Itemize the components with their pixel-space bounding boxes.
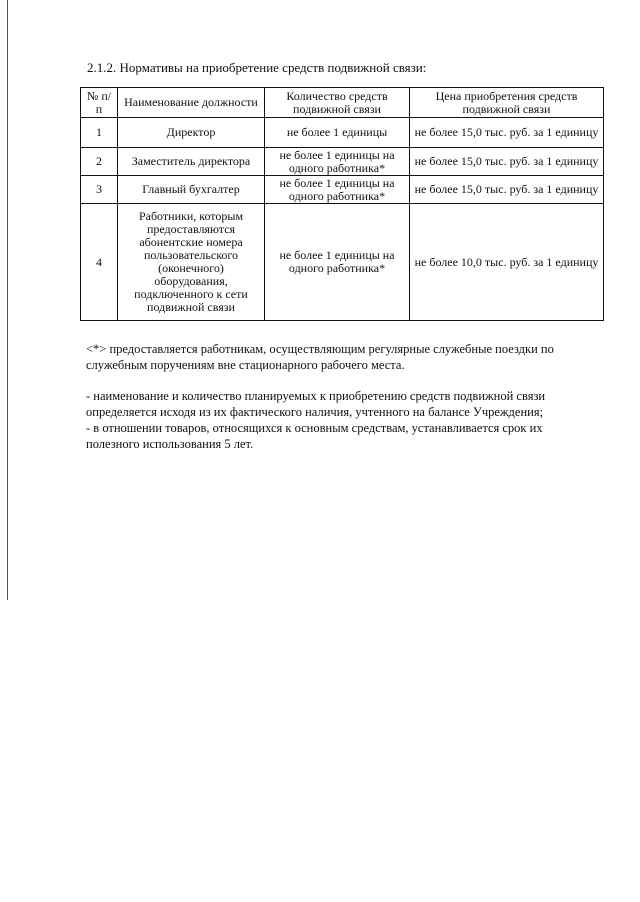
row-quantity: не более 1 единицы [265,118,410,148]
row-position: Заместитель директора [118,148,265,176]
row-position: Главный бухгалтер [118,176,265,204]
header-quantity: Количество средств подвижной связи [265,88,410,118]
note-item: - наименование и количество планируемых к приобретению средств подвижной связи определяется исходя из их фактического наличия, учтенного на балансе Учреждения; [86,389,546,419]
header-num: № п/п [81,88,118,118]
page-scan-edge [7,0,8,600]
mobile-norms-table [80,87,604,321]
row-quantity: не более 1 единицы на одного работника* [265,176,410,204]
header-position: Наименование должности [118,88,265,118]
note-item: - в отношении товаров, относящихся к основным средствам, устанавливается срок их полезного использования 5 лет. [86,421,543,451]
table-row [81,204,604,321]
footnote-text: <*> предоставляется работникам, осуществляющим регулярные служебные поездки по служебным поручениям вне стационарного рабочего места. [86,342,554,372]
row-num: 2 [81,148,118,176]
row-num: 3 [81,176,118,204]
header-price: Цена приобретения средств подвижной связи [410,88,604,118]
row-price: не более 15,0 тыс. руб. за 1 единицу [410,118,604,148]
table-row [81,148,604,176]
row-position: Директор [118,118,265,148]
row-price: не более 10,0 тыс. руб. за 1 единицу [410,204,604,321]
row-price: не более 15,0 тыс. руб. за 1 единицу [410,176,604,204]
row-position: Работники, которым предоставляются абонентские номера пользовательского (оконечного) оборудования, подключенного к сети подвижной связи [118,204,265,321]
row-num: 4 [81,204,118,321]
table-row [81,176,604,204]
row-quantity: не более 1 единицы на одного работника* [265,204,410,321]
table-row [81,118,604,148]
section-heading: 2.1.2. Нормативы на приобретение средств подвижной связи: [87,60,427,75]
row-price: не более 15,0 тыс. руб. за 1 единицу [410,148,604,176]
table-header-row [81,88,604,118]
notes-block [86,388,591,452]
row-num: 1 [81,118,118,148]
row-quantity: не более 1 единицы на одного работника* [265,148,410,176]
